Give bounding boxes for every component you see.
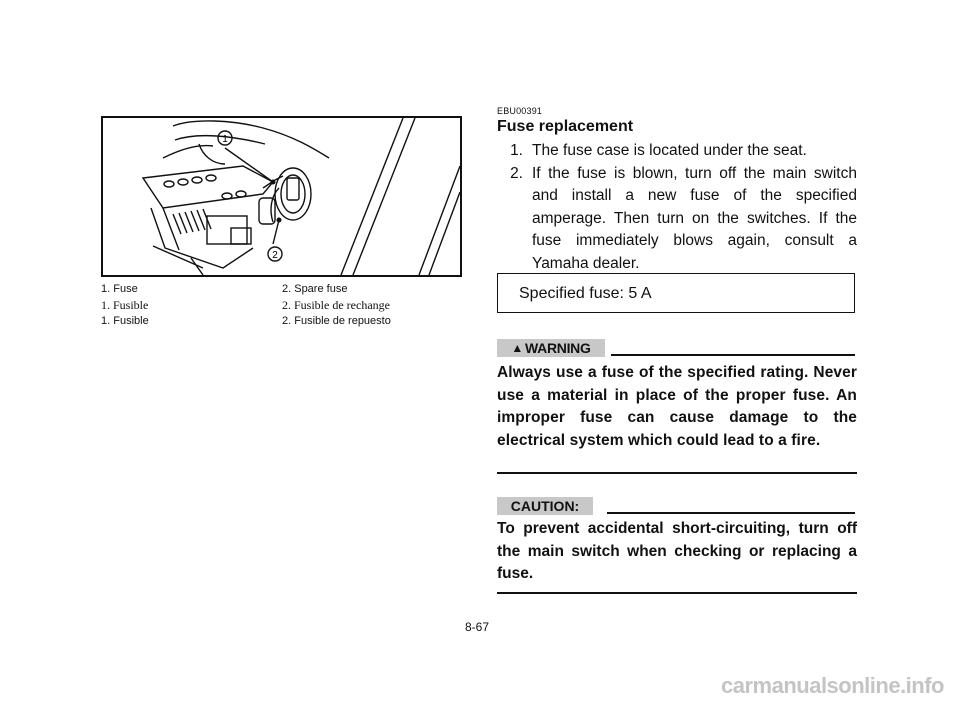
caption-fuse: 1. Fuse [101, 283, 138, 295]
procedure-step [497, 163, 857, 276]
caution-bottom-rule [497, 592, 857, 594]
caption-row-english [101, 281, 461, 297]
step-number: 2. [510, 164, 523, 182]
procedure-step [497, 140, 857, 163]
specified-fuse-box [497, 273, 855, 313]
warning-header [497, 339, 857, 357]
caption-fusible-rechange: 2. Fusible de rechange [282, 298, 390, 312]
specified-fuse-text: Specified fuse: 5 A [519, 285, 652, 302]
callout-2-label: 2 [272, 250, 278, 261]
step-number: 1. [510, 142, 523, 159]
caption-fusible-fr: 1. Fusible [101, 298, 149, 312]
caution-header-rule [607, 512, 855, 514]
caption-fusible-es: 1. Fusible [101, 315, 149, 327]
warning-text: Always use a fuse of the specified rating. Never use a material in place of the proper fuse. An improper fuse can cause damage to the electrical system which could lead to a fire. [497, 364, 857, 449]
section-code: EBU00391 [497, 106, 543, 116]
warning-badge [497, 339, 605, 357]
warning-header-rule [611, 354, 855, 356]
page-number: 8-67 [465, 620, 490, 634]
caption-fusible-repuesto: 2. Fusible de repuesto [282, 315, 391, 327]
step-text: If the fuse is blown, turn off the main switch and install a new fuse of the specified amperage. Then turn on the switches. If the fuse immediately blows again, consult a Yamaha dealer. [532, 164, 857, 272]
caution-label: CAUTION: [510, 498, 580, 514]
warning-bottom-rule [497, 472, 857, 474]
caption-row-french [101, 297, 461, 313]
fuse-box-drawing [103, 118, 460, 275]
procedure-steps [497, 140, 857, 275]
section-title: Fuse replacement [497, 118, 634, 135]
warning-label: WARNING [525, 340, 591, 356]
caution-header [497, 497, 857, 515]
fuse-location-illustration [101, 116, 462, 277]
caution-text: To prevent accidental short-circuiting, turn off the main switch when checking or replacing a fuse. [497, 520, 857, 582]
step-text: The fuse case is located under the seat. [532, 142, 807, 159]
watermark: carmanualsonline.info [721, 673, 944, 698]
caption-spare-fuse: 2. Spare fuse [282, 283, 348, 295]
caution-badge [497, 497, 593, 515]
warning-triangle-icon: ▲ [511, 341, 523, 355]
caption-row-spanish [101, 313, 461, 329]
callout-1-label: 1 [222, 134, 228, 145]
figure-captions [101, 281, 461, 329]
